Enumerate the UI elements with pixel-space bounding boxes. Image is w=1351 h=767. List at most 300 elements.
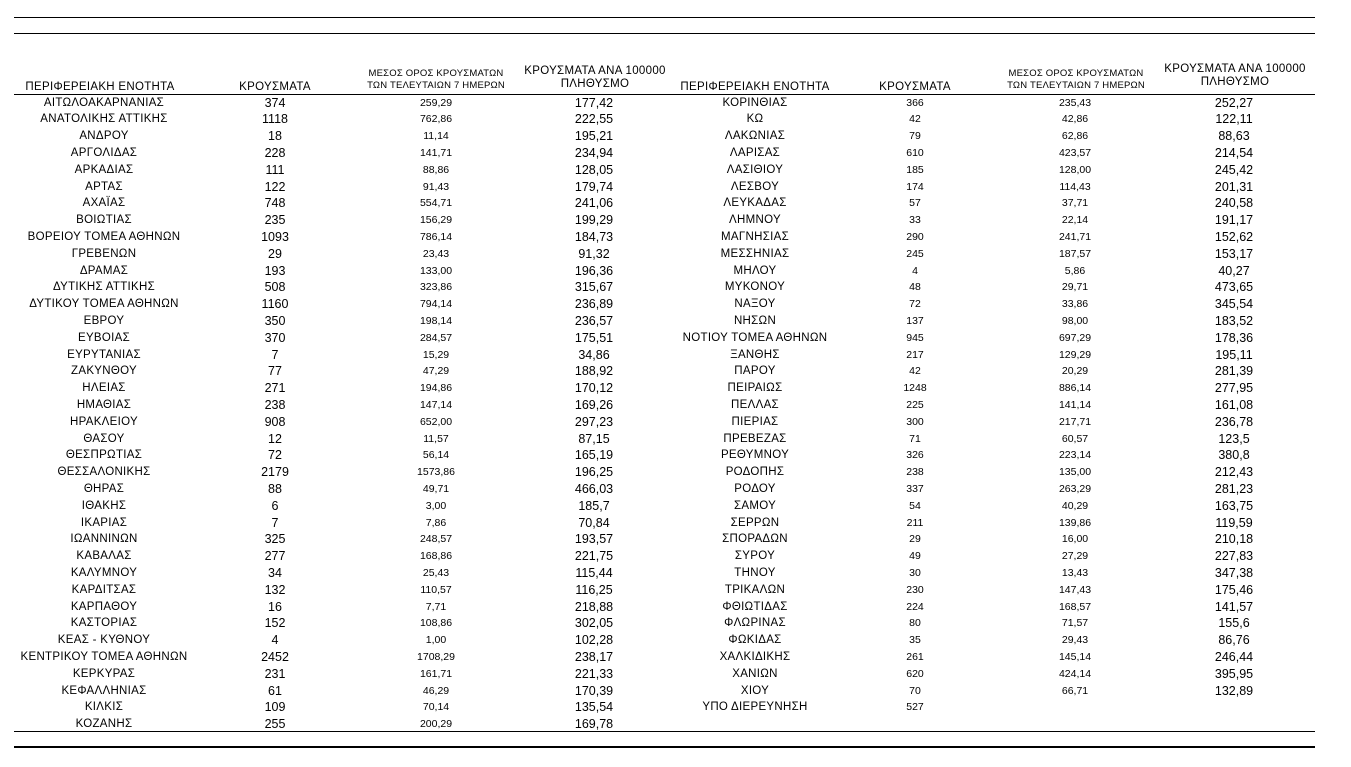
avg-value: 786,14 — [419, 230, 453, 243]
right-table-row — [0, 548, 1351, 565]
avg-value: 161,71 — [419, 667, 453, 680]
right-table-row — [0, 431, 1351, 448]
region-name: ΣΑΜΟΥ — [733, 499, 777, 512]
region-name: ΚΕΝΤΡΙΚΟΥ ΤΟΜΕΑ ΑΘΗΝΩΝ — [20, 650, 188, 663]
avg-value: 33,86 — [1061, 298, 1089, 311]
per100k-value: 195,11 — [1215, 347, 1253, 362]
right-table-row — [0, 263, 1351, 280]
cases-value: 224 — [906, 600, 924, 613]
per100k-value: 281,39 — [1214, 364, 1254, 379]
cases-value: 16 — [268, 599, 282, 614]
cases-value: 1093 — [261, 229, 289, 244]
per100k-value: 141,57 — [1214, 599, 1254, 614]
avg-value: 66,71 — [1061, 684, 1089, 697]
right-table-row — [0, 212, 1351, 229]
region-name: ΒΟΡΕΙΟΥ ΤΟΜΕΑ ΑΘΗΝΩΝ — [27, 230, 181, 243]
cases-value: 30 — [909, 566, 921, 579]
avg-value: 168,86 — [419, 550, 453, 563]
region-name: ΚΕΦΑΛΛΗΝΙΑΣ — [61, 684, 147, 697]
per100k-value: 193,57 — [574, 532, 614, 547]
per100k-value: 214,54 — [1214, 145, 1254, 160]
avg-value: 263,29 — [1058, 482, 1092, 495]
region-name: ΑΡΚΑΔΙΑΣ — [74, 163, 134, 176]
cases-value: 290 — [906, 230, 924, 243]
avg-value: 168,57 — [1058, 600, 1092, 613]
cases-value: 4 — [271, 633, 279, 648]
region-name: ΚΑΡΠΑΘΟΥ — [70, 600, 138, 613]
avg-value: 11,57 — [423, 432, 449, 445]
region-name: ΛΕΥΚΑΔΑΣ — [723, 197, 787, 210]
avg-value: 194,86 — [419, 382, 453, 395]
avg-value: 217,71 — [1058, 415, 1092, 428]
per100k-value: 246,44 — [1214, 649, 1254, 664]
avg-value: 108,86 — [419, 617, 453, 630]
right-header-per100k-line1: ΚΡΟΥΣΜΑΤΑ ΑΝΑ 100000 — [1164, 63, 1306, 75]
region-name: ΥΠΟ ΔΙΕΡΕΥΝΗΣΗ — [702, 701, 808, 714]
avg-value: 13,43 — [1061, 566, 1089, 579]
cases-value: 7 — [271, 347, 279, 362]
cases-value: 374 — [264, 95, 286, 110]
cases-value: 238 — [264, 397, 286, 412]
cases-value: 57 — [909, 197, 921, 210]
per100k-value: 191,17 — [1214, 213, 1254, 228]
region-name: ΤΗΝΟΥ — [734, 566, 776, 579]
right-table-row — [0, 666, 1351, 683]
cases-value: 620 — [906, 667, 924, 680]
cases-value: 217 — [906, 348, 924, 361]
avg-value: 128,00 — [1058, 163, 1092, 176]
region-name: ΡΟΔΟΥ — [734, 482, 776, 495]
region-name: ΗΜΑΘΙΑΣ — [76, 398, 132, 411]
cases-value: 6 — [271, 498, 279, 513]
region-name: ΚΑΡΔΙΤΣΑΣ — [71, 583, 137, 596]
region-name: ΦΘΙΩΤΙΔΑΣ — [722, 600, 788, 613]
cases-value: 326 — [906, 449, 924, 462]
per100k-value: 473,65 — [1214, 280, 1254, 295]
cases-value: 228 — [264, 145, 286, 160]
cases-value: 370 — [264, 330, 286, 345]
avg-value: 5,86 — [1064, 264, 1086, 277]
cases-value: 7 — [271, 515, 279, 530]
cases-value: 29 — [909, 533, 921, 546]
avg-value: 145,14 — [1058, 650, 1092, 663]
per100k-value: 236,57 — [574, 313, 614, 328]
cases-value: 238 — [906, 466, 924, 479]
cases-value: 88 — [268, 481, 282, 496]
region-name: ΔΥΤΙΚΗΣ ΑΤΤΙΚΗΣ — [52, 281, 155, 294]
per100k-value: 115,44 — [575, 565, 613, 580]
region-name: ΑΝΑΤΟΛΙΚΗΣ ΑΤΤΙΚΗΣ — [40, 113, 168, 126]
avg-value: 187,57 — [1058, 247, 1092, 260]
cases-value: 610 — [906, 146, 924, 159]
right-header-avg-line2: ΤΩΝ ΤΕΛΕΥΤΑΙΩΝ 7 ΗΜΕΡΩΝ — [1007, 80, 1145, 91]
region-name: ΑΡΤΑΣ — [85, 180, 123, 193]
cases-value: 1118 — [262, 112, 288, 127]
cases-value: 193 — [264, 263, 286, 278]
per100k-value: 199,29 — [574, 213, 614, 228]
per100k-value: 195,21 — [574, 129, 614, 144]
avg-value: 886,14 — [1058, 382, 1092, 395]
top-rule — [14, 17, 1315, 18]
per100k-value: 163,75 — [1214, 498, 1254, 513]
per100k-value: 221,75 — [574, 549, 614, 564]
per100k-value: 122,11 — [1215, 112, 1253, 127]
region-name: ΑΧΑΪΑΣ — [82, 197, 126, 210]
per100k-value: 238,17 — [574, 649, 614, 664]
region-name: ΕΒΡΟΥ — [83, 314, 125, 327]
right-table-row — [0, 565, 1351, 582]
avg-value: 3,00 — [425, 499, 447, 512]
region-name: ΠΡΕΒΕΖΑΣ — [723, 432, 787, 445]
per100k-value: 178,36 — [1214, 330, 1254, 345]
avg-value: 423,57 — [1058, 146, 1092, 159]
right-table-row — [0, 531, 1351, 548]
avg-value: 241,71 — [1058, 230, 1092, 243]
avg-value: 114,43 — [1059, 180, 1091, 193]
cases-value: 350 — [264, 313, 286, 328]
cases-value: 152 — [264, 616, 286, 631]
per100k-value — [1179, 699, 1289, 716]
avg-value: 200,29 — [419, 718, 453, 731]
region-name: ΚΟΖΑΝΗΣ — [75, 718, 133, 731]
cases-value: 231 — [264, 666, 286, 681]
region-name: ΠΕΛΛΑΣ — [731, 398, 779, 411]
avg-value: 554,71 — [419, 197, 453, 210]
region-name: ΧΙΟΥ — [740, 684, 770, 697]
cases-value: 71 — [909, 432, 921, 445]
region-name: ΔΥΤΙΚΟΥ ΤΟΜΕΑ ΑΘΗΝΩΝ — [29, 298, 179, 311]
per100k-value: 40,27 — [1218, 263, 1250, 278]
cases-value: 230 — [906, 583, 924, 596]
avg-value: 25,43 — [422, 566, 450, 579]
avg-value: 60,57 — [1061, 432, 1089, 445]
per100k-value: 236,89 — [574, 297, 614, 312]
per100k-value: 315,67 — [574, 280, 614, 295]
avg-value: 40,29 — [1061, 499, 1089, 512]
avg-value: 23,43 — [422, 247, 450, 260]
cases-value: 80 — [909, 617, 921, 630]
right-table-row — [0, 95, 1351, 112]
region-name: ΖΑΚΥΝΘΟΥ — [71, 365, 137, 378]
per100k-value: 119,59 — [1215, 515, 1253, 530]
region-name: ΧΑΛΚΙΔΙΚΗΣ — [719, 650, 791, 663]
right-table-row — [0, 515, 1351, 532]
per100k-value: 88,63 — [1218, 129, 1250, 144]
region-name: ΑΝΔΡΟΥ — [79, 130, 129, 143]
region-name: ΚΕΑΣ - ΚΥΘΝΟΥ — [57, 634, 151, 647]
region-name: ΗΛΕΙΑΣ — [82, 382, 126, 395]
cases-value: 174 — [906, 180, 924, 193]
region-name: ΛΗΜΝΟΥ — [729, 214, 781, 227]
right-table-row — [0, 683, 1351, 700]
right-table-row — [0, 179, 1351, 196]
region-name: ΙΘΑΚΗΣ — [81, 499, 127, 512]
per100k-value: 155,6 — [1218, 616, 1250, 631]
region-name: ΜΕΣΣΗΝΙΑΣ — [720, 247, 790, 260]
per100k-value: 240,58 — [1214, 196, 1254, 211]
right-table-row — [0, 145, 1351, 162]
per100k-value: 102,28 — [574, 633, 614, 648]
cases-value: 1160 — [261, 297, 289, 312]
avg-value: 156,29 — [419, 214, 453, 227]
avg-value: 147,14 — [419, 398, 453, 411]
per100k-value: 236,78 — [1214, 414, 1254, 429]
per100k-value: 123,5 — [1218, 431, 1250, 446]
left-header-avg-line2: ΤΩΝ ΤΕΛΕΥΤΑΙΩΝ 7 ΗΜΕΡΩΝ — [367, 80, 505, 91]
left-header-per100k-line2: ΠΛΗΘΥΣΜΟ — [560, 78, 630, 90]
cases-value: 49 — [909, 550, 921, 563]
region-name: ΝΑΞΟΥ — [734, 298, 776, 311]
region-name: ΚΑΛΥΜΝΟΥ — [70, 566, 138, 579]
region-name: ΛΑΚΩΝΙΑΣ — [724, 130, 786, 143]
region-name: ΓΡΕΒΕΝΩΝ — [71, 247, 137, 260]
right-table-row — [0, 363, 1351, 380]
cases-value: 255 — [264, 717, 286, 732]
cases-value: 34 — [268, 565, 282, 580]
right-header-per100k — [1150, 63, 1320, 89]
avg-value: 42,86 — [1061, 113, 1089, 126]
cases-value: 225 — [906, 398, 924, 411]
right-table-row — [0, 599, 1351, 616]
avg-value: 29,43 — [1061, 634, 1089, 647]
cases-value: 1248 — [903, 382, 927, 395]
region-name: ΦΛΩΡΙΝΑΣ — [724, 617, 786, 630]
avg-value: 284,57 — [419, 331, 453, 344]
per100k-value: 161,08 — [1214, 397, 1254, 412]
avg-value: 235,43 — [1058, 96, 1092, 109]
right-table-row — [0, 498, 1351, 515]
per100k-value: 132,89 — [1214, 683, 1254, 698]
per100k-value: 466,03 — [574, 481, 614, 496]
region-name: ΣΥΡΟΥ — [734, 550, 776, 563]
avg-value: 22,14 — [1061, 214, 1089, 227]
avg-value: 62,86 — [1061, 130, 1089, 143]
right-table-row — [0, 481, 1351, 498]
avg-value: 424,14 — [1058, 667, 1092, 680]
avg-value: 27,29 — [1061, 550, 1089, 563]
region-name: ΝΟΤΙΟΥ ΤΟΜΕΑ ΑΘΗΝΩΝ — [682, 331, 828, 344]
cases-value: 77 — [268, 364, 282, 379]
region-name: ΘΕΣΠΡΩΤΙΑΣ — [65, 449, 143, 462]
right-header-avg-line1: ΜΕΣΟΣ ΟΡΟΣ ΚΡΟΥΣΜΑΤΩΝ — [1008, 68, 1144, 79]
region-name: ΜΥΚΟΝΟΥ — [724, 281, 786, 294]
per100k-value: 345,54 — [1214, 297, 1254, 312]
cases-value: 277 — [264, 549, 286, 564]
region-name: ΚΕΡΚΥΡΑΣ — [72, 667, 136, 680]
right-header-per100k-line2: ΠΛΗΘΥΣΜΟ — [1200, 76, 1270, 88]
cases-value: 300 — [906, 415, 924, 428]
region-name: ΕΥΒΟΙΑΣ — [77, 331, 131, 344]
per100k-value: 252,27 — [1214, 95, 1254, 110]
cases-value: 2179 — [261, 465, 289, 480]
avg-value: 91,43 — [422, 180, 450, 193]
avg-value: 7,71 — [425, 600, 447, 613]
avg-value: 1573,86 — [417, 466, 455, 479]
cases-value: 366 — [906, 96, 924, 109]
right-table-row — [0, 699, 1351, 716]
avg-value: 147,43 — [1058, 583, 1092, 596]
right-table-row — [0, 246, 1351, 263]
region-name: ΕΥΡΥΤΑΝΙΑΣ — [67, 348, 141, 361]
per100k-value: 152,62 — [1214, 229, 1254, 244]
avg-value: 29,71 — [1061, 281, 1089, 294]
avg-value: 139,86 — [1058, 516, 1092, 529]
per100k-value: 177,42 — [574, 95, 614, 110]
cases-value: 908 — [264, 414, 286, 429]
right-table-row — [0, 380, 1351, 397]
right-header-region: ΠΕΡΙΦΕΡΕΙΑΚΗ ΕΝΟΤΗΤΑ — [680, 81, 830, 93]
cases-value: 54 — [909, 499, 921, 512]
per100k-value: 169,78 — [574, 717, 614, 732]
region-name: ΛΕΣΒΟΥ — [730, 180, 780, 193]
region-name: ΣΠΟΡΑΔΩΝ — [722, 533, 788, 546]
region-name: ΧΑΝΙΩΝ — [732, 667, 778, 680]
per100k-value: 179,74 — [574, 179, 614, 194]
avg-value: 15,29 — [422, 348, 450, 361]
per100k-value: 221,33 — [574, 666, 614, 681]
right-table-row — [0, 615, 1351, 632]
avg-value: 323,86 — [419, 281, 453, 294]
region-name: ΚΑΒΑΛΑΣ — [76, 550, 132, 563]
avg-value: 223,14 — [1058, 449, 1092, 462]
region-name: ΠΙΕΡΙΑΣ — [731, 415, 779, 428]
per100k-value: 91,32 — [578, 246, 610, 261]
per100k-value: 196,25 — [574, 465, 614, 480]
cases-value: 325 — [264, 532, 286, 547]
per100k-value: 175,46 — [1214, 582, 1254, 597]
region-name: ΡΟΔΟΠΗΣ — [725, 466, 785, 479]
avg-value: 56,14 — [422, 449, 450, 462]
region-name: ΝΗΣΩΝ — [733, 314, 777, 327]
per100k-value: 169,26 — [574, 397, 614, 412]
right-table-row — [0, 347, 1351, 364]
right-table-row — [0, 162, 1351, 179]
left-header-cases: ΚΡΟΥΣΜΑΤΑ — [239, 81, 311, 93]
per100k-value: 201,31 — [1214, 179, 1254, 194]
per100k-value: 34,86 — [578, 347, 610, 362]
right-header-avg — [990, 68, 1162, 92]
region-name: ΣΕΡΡΩΝ — [730, 516, 780, 529]
per100k-value: 245,42 — [1214, 162, 1254, 177]
per100k-value: 70,84 — [578, 515, 610, 530]
right-table-row — [0, 330, 1351, 347]
per100k-value: 135,54 — [574, 700, 614, 715]
region-name: ΠΕΙΡΑΙΩΣ — [727, 382, 783, 395]
per100k-value: 210,18 — [1214, 532, 1254, 547]
avg-value: 129,29 — [1058, 348, 1092, 361]
cases-value: 42 — [909, 113, 921, 126]
region-name: ΜΑΓΝΗΣΙΑΣ — [721, 230, 789, 243]
region-name: ΙΚΑΡΙΑΣ — [80, 516, 128, 529]
right-table-row — [0, 313, 1351, 330]
avg-value: 98,00 — [1061, 314, 1089, 327]
region-name: ΑΡΓΟΛΙΔΑΣ — [70, 146, 138, 159]
per100k-value: 347,38 — [1214, 565, 1254, 580]
region-name: ΚΟΡΙΝΘΙΑΣ — [722, 96, 788, 109]
per100k-value: 153,17 — [1214, 246, 1254, 261]
avg-value: 70,14 — [422, 701, 450, 714]
avg-value: 88,86 — [422, 163, 450, 176]
avg-value: 198,14 — [419, 314, 453, 327]
cases-value: 245 — [906, 247, 924, 260]
region-name: ΙΩΑΝΝΙΝΩΝ — [70, 533, 138, 546]
avg-value: 794,14 — [419, 298, 453, 311]
region-name: ΚΩ — [746, 113, 764, 126]
right-table-row — [0, 128, 1351, 145]
right-table-row — [0, 279, 1351, 296]
left-header-avg — [350, 68, 522, 92]
footer-rule — [14, 746, 1315, 748]
right-header-cases: ΚΡΟΥΣΜΑΤΑ — [879, 81, 951, 93]
avg-value: 71,57 — [1061, 617, 1089, 630]
cases-value: 72 — [268, 448, 282, 463]
per100k-value: 86,76 — [1218, 633, 1250, 648]
per100k-value: 188,92 — [574, 364, 614, 379]
right-table-row — [0, 582, 1351, 599]
region-name: ΗΡΑΚΛΕΙΟΥ — [70, 415, 138, 428]
per100k-value: 170,39 — [574, 683, 614, 698]
per100k-value: 185,7 — [578, 498, 610, 513]
cases-value: 72 — [909, 298, 921, 311]
region-name: ΘΗΡΑΣ — [83, 482, 125, 495]
avg-value: 652,00 — [419, 415, 453, 428]
right-table-row — [0, 414, 1351, 431]
region-name: ΠΑΡΟΥ — [734, 365, 776, 378]
cases-value: 235 — [264, 213, 286, 228]
cases-value: 48 — [909, 281, 921, 294]
avg-value: 49,71 — [422, 482, 450, 495]
region-name: ΜΗΛΟΥ — [733, 264, 777, 277]
right-table-row — [0, 397, 1351, 414]
right-table-row — [0, 464, 1351, 481]
right-table-row — [0, 296, 1351, 313]
per100k-value: 277,95 — [1214, 381, 1254, 396]
avg-value: 762,86 — [419, 113, 453, 126]
region-name: ΦΩΚΙΔΑΣ — [728, 634, 782, 647]
avg-value: 259,29 — [419, 96, 453, 109]
cases-value: 508 — [264, 280, 286, 295]
avg-value: 110,57 — [420, 583, 452, 596]
per100k-value: 165,19 — [574, 448, 614, 463]
avg-value: 248,57 — [419, 533, 453, 546]
right-table-row — [0, 447, 1351, 464]
region-name: ΘΑΣΟΥ — [83, 432, 125, 445]
cases-value: 261 — [906, 650, 924, 663]
cases-value: 271 — [264, 381, 286, 396]
right-table-row — [0, 111, 1351, 128]
per100k-value: 212,43 — [1214, 465, 1254, 480]
left-header-region: ΠΕΡΙΦΕΡΕΙΑΚΗ ΕΝΟΤΗΤΑ — [25, 81, 175, 93]
cases-value: 337 — [906, 482, 924, 495]
per100k-value: 183,52 — [1214, 313, 1254, 328]
cases-value: 945 — [906, 331, 924, 344]
cases-value: 748 — [264, 196, 286, 211]
right-table-row — [0, 649, 1351, 666]
region-name: ΚΑΣΤΟΡΙΑΣ — [70, 617, 138, 630]
region-name: ΔΡΑΜΑΣ — [79, 264, 129, 277]
per100k-value: 302,05 — [574, 616, 614, 631]
per100k-value: 175,51 — [574, 330, 614, 345]
region-name: ΒΟΙΩΤΙΑΣ — [76, 214, 132, 227]
per100k-value: 128,05 — [574, 162, 614, 177]
per100k-value: 281,23 — [1214, 481, 1254, 496]
cases-value: 79 — [909, 130, 921, 143]
region-name: ΤΡΙΚΑΛΩΝ — [724, 583, 786, 596]
avg-value: 16,00 — [1061, 533, 1089, 546]
cases-value: 109 — [264, 700, 286, 715]
avg-value: 47,29 — [422, 365, 450, 378]
per100k-value: 87,15 — [578, 431, 610, 446]
